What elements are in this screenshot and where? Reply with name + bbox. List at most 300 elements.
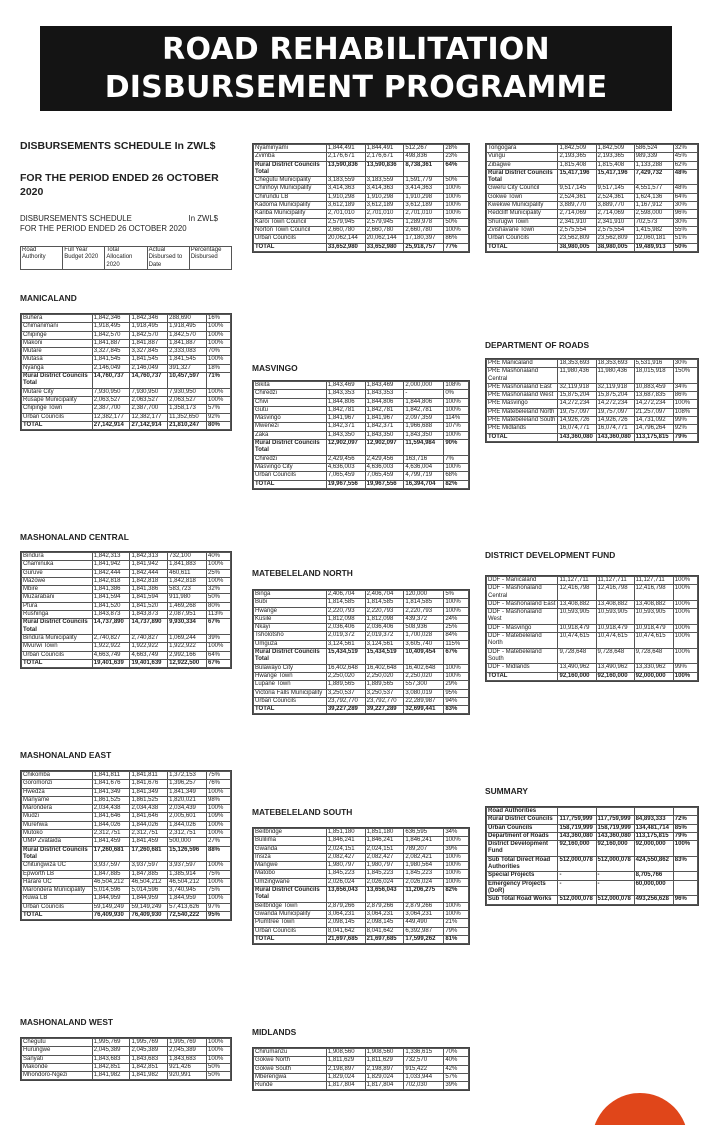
row-value: 28% <box>444 145 469 153</box>
row-label: TOTAL <box>254 243 327 251</box>
row-value: 1,812,098 <box>365 615 404 623</box>
row-value: 96% <box>673 210 697 218</box>
table-row <box>254 681 469 689</box>
row-value: 4,799,719 <box>404 472 444 480</box>
row-value: - <box>596 880 634 896</box>
row-value: 1,842,371 <box>326 423 365 431</box>
row-value: 512,267 <box>404 145 444 153</box>
row-value: 1,841,811 <box>130 772 168 780</box>
table-row <box>254 615 469 623</box>
row-value: 23,792,770 <box>326 697 365 705</box>
row-label: Tsholotsho <box>254 632 327 640</box>
table-row <box>254 1057 469 1065</box>
row-label: Norton Town Council <box>254 226 327 234</box>
row-value: 21,810,247 <box>168 421 207 429</box>
row-value: 100% <box>206 339 230 347</box>
row-label: Chegutu <box>22 1039 93 1047</box>
row-label: Kadoma Municipality <box>254 202 327 210</box>
row-value: 100% <box>444 870 469 878</box>
row-value: 1,845,223 <box>365 870 404 878</box>
row-label: Masvingo <box>254 415 327 423</box>
row-label: DDF - Mashonaland East <box>487 600 558 608</box>
midlands-cont-table <box>485 143 699 253</box>
table-row <box>254 382 469 390</box>
row-value: 3,124,561 <box>365 640 404 648</box>
row-label: Chegutu Municipality <box>254 177 327 185</box>
table-row <box>487 392 698 400</box>
row-value: 3,889,770 <box>558 202 596 210</box>
row-value: 1,841,594 <box>130 594 168 602</box>
row-value: 50% <box>206 594 230 602</box>
row-label: DDF - Matebeleland North <box>487 633 558 649</box>
row-value: 1,841,349 <box>130 788 168 796</box>
row-value: 82% <box>444 887 469 903</box>
row-value: 10,474,615 <box>596 633 634 649</box>
row-label: Zibagwe <box>487 161 558 169</box>
row-label: Marondera <box>22 805 93 813</box>
row-label: PRE Matebeleland South <box>487 417 558 425</box>
table-row <box>487 872 698 880</box>
row-value: 14,731,092 <box>634 417 673 425</box>
table-row <box>487 368 698 384</box>
table-row <box>487 577 698 585</box>
row-value: 86% <box>673 392 697 400</box>
row-value: 3,080,019 <box>404 689 444 697</box>
row-label: Bulilima <box>254 837 327 845</box>
row-value: 14,272,234 <box>596 400 634 408</box>
row-value: 1,861,525 <box>130 796 168 804</box>
row-value: 100% <box>444 226 469 234</box>
row-value: 83% <box>444 706 469 714</box>
row-value: 67% <box>206 659 230 667</box>
row-value: 3,414,363 <box>326 185 365 193</box>
row-value: 23,562,809 <box>558 235 596 243</box>
row-value: 9,728,648 <box>596 648 634 664</box>
row-label: TOTAL <box>254 935 327 943</box>
row-value: 3,414,363 <box>365 185 404 193</box>
row-value <box>596 808 634 816</box>
table-row <box>254 672 469 680</box>
row-label: TOTAL <box>487 672 558 680</box>
row-value: 39,227,289 <box>326 706 365 714</box>
row-value: 5% <box>444 591 469 599</box>
row-value: 1,918,495 <box>168 323 207 331</box>
row-value: 1,842,818 <box>130 577 168 585</box>
table-row <box>487 433 698 441</box>
row-value: 1,910,298 <box>326 193 365 201</box>
table-row <box>487 408 698 416</box>
row-label: Bindura <box>22 553 93 561</box>
row-value: 32% <box>206 586 230 594</box>
row-label: UMP Zvataida <box>22 838 93 846</box>
row-value: 14,760,737 <box>92 373 130 389</box>
row-value: 68% <box>444 472 469 480</box>
table-row <box>487 417 698 425</box>
row-value: 4,663,749 <box>130 651 168 659</box>
row-value: 1,844,959 <box>130 895 168 903</box>
row-value: 14,760,737 <box>130 373 168 389</box>
row-label: Kwekwe Municipality <box>487 202 558 210</box>
row-label: Umzingwane <box>254 878 327 886</box>
row-label: Zaka <box>254 431 327 439</box>
mash-east-title: MASHONALAND EAST <box>20 750 112 760</box>
row-value: 11,980,436 <box>596 368 634 384</box>
row-value: 113,175,815 <box>634 433 673 441</box>
row-value: 1,922,922 <box>168 643 207 651</box>
row-value: 17,180,397 <box>404 235 444 243</box>
row-value: 2,098,145 <box>365 919 404 927</box>
row-value: 57% <box>206 405 230 413</box>
table-row <box>254 902 469 910</box>
row-value: 2,034,438 <box>92 805 130 813</box>
row-value: 512,000,078 <box>596 896 634 904</box>
row-value: 100% <box>206 821 230 829</box>
row-value: 76% <box>206 780 230 788</box>
row-value: 1,846,241 <box>326 837 365 845</box>
row-value: 40% <box>206 553 230 561</box>
row-value: 29% <box>444 681 469 689</box>
row-value: 143,360,080 <box>596 433 634 441</box>
row-value: 10,457,597 <box>168 373 207 389</box>
row-value <box>673 872 697 880</box>
row-value: 100% <box>444 878 469 886</box>
row-value: 100% <box>206 577 230 585</box>
table-row <box>254 927 469 935</box>
row-value: 100% <box>444 463 469 471</box>
row-value: 3,889,770 <box>596 202 634 210</box>
row-value: 2,063,527 <box>168 396 207 404</box>
table-row <box>22 611 231 619</box>
row-value: - <box>404 390 444 398</box>
row-value: 34% <box>444 829 469 837</box>
row-value: 76,409,930 <box>92 912 130 920</box>
row-value: 1,843,350 <box>365 431 404 439</box>
table-row <box>22 1063 231 1071</box>
row-value: 71% <box>206 373 230 389</box>
table-row <box>254 640 469 648</box>
row-value: 3,937,597 <box>130 862 168 870</box>
row-value: 7,065,459 <box>326 472 365 480</box>
row-value: 789,207 <box>404 845 444 853</box>
row-label: Mbire <box>22 586 93 594</box>
row-label: District Development Fund <box>487 841 558 857</box>
row-label: Beitbridge <box>254 829 327 837</box>
row-value: 2,005,601 <box>168 813 207 821</box>
row-label: Goromonzi <box>22 780 93 788</box>
row-value: 2,579,945 <box>326 218 365 226</box>
row-label: Makonde <box>22 1063 93 1071</box>
table-row <box>254 398 469 406</box>
row-value: 1,829,024 <box>365 1073 404 1081</box>
row-value: 1,843,873 <box>130 611 168 619</box>
row-value: 109% <box>206 813 230 821</box>
row-value: 1,841,883 <box>168 561 207 569</box>
row-label: Matobo <box>254 870 327 878</box>
row-value: 46,504,212 <box>92 878 130 886</box>
table-row <box>22 405 231 413</box>
row-value: 1,842,444 <box>130 569 168 577</box>
row-value: 1,908,560 <box>365 1049 404 1057</box>
table-row <box>254 649 469 665</box>
row-label: Murehwa <box>22 821 93 829</box>
row-value: 75% <box>206 772 230 780</box>
table-row <box>254 878 469 886</box>
row-value: 1,817,804 <box>326 1082 365 1090</box>
row-value: 92,160,000 <box>596 672 634 680</box>
row-value: 1,842,313 <box>130 553 168 561</box>
table-row <box>22 862 231 870</box>
row-value: 2,579,945 <box>365 218 404 226</box>
table-row <box>22 348 231 356</box>
mash-central-title: MASHONALAND CENTRAL <box>20 532 129 542</box>
row-value: 1,842,346 <box>130 315 168 323</box>
row-value: 15,875,204 <box>558 392 596 400</box>
row-value: 1,910,298 <box>404 193 444 201</box>
row-value: 989,339 <box>634 153 673 161</box>
row-value: 92,160,000 <box>558 841 596 857</box>
row-value: 2,026,024 <box>365 878 404 886</box>
table-row <box>254 440 469 456</box>
row-value: 17,599,262 <box>404 935 444 943</box>
row-value: 11,127,711 <box>558 577 596 585</box>
row-value: 4,636,003 <box>326 463 365 471</box>
row-value: 5,014,596 <box>130 887 168 895</box>
schedule-subheading <box>20 214 240 234</box>
row-value: 27% <box>206 838 230 846</box>
row-value: 3,064,231 <box>365 910 404 918</box>
row-value: 67% <box>444 649 469 665</box>
row-label: PRE Manicaland <box>487 360 558 368</box>
row-value: 158,719,999 <box>596 824 634 832</box>
row-value: 920,991 <box>168 1072 207 1080</box>
row-label: PRE Mashonaland East <box>487 383 558 391</box>
row-value: 15,434,519 <box>365 649 404 665</box>
row-value: 158,719,999 <box>558 824 596 832</box>
row-value: 86% <box>444 235 469 243</box>
row-value: 100% <box>444 853 469 861</box>
row-value: 115% <box>444 640 469 648</box>
row-value: 21,697,685 <box>365 935 404 943</box>
row-value: 19,967,556 <box>326 480 365 488</box>
row-value: 39,227,289 <box>365 706 404 714</box>
row-value: 100% <box>673 633 697 649</box>
row-value: 62% <box>673 161 697 169</box>
row-label: Rusape Municipality <box>22 396 93 404</box>
row-label: PRE Mashonaland Central <box>487 368 558 384</box>
row-value: 1,980,564 <box>404 862 444 870</box>
mat-south-table <box>252 827 470 945</box>
table-row <box>487 145 698 153</box>
row-value: 2,524,361 <box>596 193 634 201</box>
row-value <box>558 808 596 816</box>
table-row <box>254 480 469 488</box>
row-value: 85% <box>673 824 697 832</box>
row-value: 10,593,905 <box>596 609 634 625</box>
row-value: 11,127,711 <box>634 577 673 585</box>
row-value: 2,193,365 <box>558 153 596 161</box>
row-value: 48% <box>673 169 697 185</box>
row-value: 14,272,234 <box>634 400 673 408</box>
row-label: Harare UC <box>22 878 93 886</box>
row-value: 2,000,000 <box>404 382 444 390</box>
row-value: 40% <box>444 1057 469 1065</box>
row-value: 1,842,818 <box>168 577 207 585</box>
row-value: 1,591,779 <box>404 177 444 185</box>
row-value: 7,065,459 <box>365 472 404 480</box>
row-value: 460,611 <box>168 569 207 577</box>
row-value: 21,697,685 <box>326 935 365 943</box>
row-value: 1,842,570 <box>130 331 168 339</box>
row-value: 3,612,189 <box>404 202 444 210</box>
row-value: 6,392,987 <box>404 927 444 935</box>
row-label: Runde <box>254 1082 327 1090</box>
row-value: 15,417,196 <box>596 169 634 185</box>
row-value: 3,605,740 <box>404 640 444 648</box>
row-value: 114% <box>444 415 469 423</box>
row-label: Mudzi <box>22 813 93 821</box>
row-value: 3,937,597 <box>168 862 207 870</box>
row-value: 3,414,363 <box>404 185 444 193</box>
row-value: 0% <box>444 390 469 398</box>
row-value: 2,429,456 <box>326 455 365 463</box>
row-value: 1,841,459 <box>130 838 168 846</box>
schedule-sub1: DISBURSEMENTS SCHEDULE <box>20 214 132 223</box>
row-value: 1,033,944 <box>404 1073 444 1081</box>
table-row <box>254 829 469 837</box>
row-value: 92,000,000 <box>634 841 673 857</box>
row-value: 100% <box>444 406 469 414</box>
row-label: Chipinge Town <box>22 405 93 413</box>
table-row <box>254 862 469 870</box>
row-value: 1,817,804 <box>365 1082 404 1090</box>
table-row <box>22 373 231 389</box>
row-value: 1,847,885 <box>92 870 130 878</box>
row-value: 15,875,204 <box>596 392 634 400</box>
row-value: 117,759,999 <box>558 816 596 824</box>
table-row <box>487 218 698 226</box>
row-label: PRE Mashonaland West <box>487 392 558 400</box>
row-value: 1,358,173 <box>168 405 207 413</box>
table-row <box>22 1055 231 1063</box>
table-row <box>254 145 469 153</box>
row-value: 3,064,231 <box>404 910 444 918</box>
row-value: 32,119,918 <box>596 383 634 391</box>
table-row <box>22 323 231 331</box>
row-value: 19,757,097 <box>558 408 596 416</box>
row-value: 3,612,189 <box>365 202 404 210</box>
row-value: 1,841,545 <box>92 356 130 364</box>
row-value: 2,879,266 <box>365 902 404 910</box>
row-label: Chiredzi <box>254 455 327 463</box>
row-value: 1,167,912 <box>634 202 673 210</box>
row-value: 1,844,026 <box>130 821 168 829</box>
row-value: 1,843,350 <box>404 431 444 439</box>
row-value: 13,590,836 <box>326 161 365 177</box>
schedule-sub2: FOR THE PERIOD ENDED 26 OCTOBER 2020 <box>20 224 187 233</box>
row-value: 46,504,212 <box>130 878 168 886</box>
row-value: 100% <box>206 830 230 838</box>
row-value: 9,930,334 <box>168 619 207 635</box>
row-value: 143,360,080 <box>558 433 596 441</box>
row-label: Rural District Councils Total <box>254 161 327 177</box>
table-row <box>254 935 469 943</box>
row-value: 2,575,554 <box>596 226 634 234</box>
row-label: Mutasa <box>22 356 93 364</box>
row-value: 2,220,793 <box>326 607 365 615</box>
row-value: 2,429,456 <box>365 455 404 463</box>
row-value: 98% <box>206 796 230 804</box>
row-value: 1,843,350 <box>326 431 365 439</box>
row-value: 1,841,982 <box>130 1072 168 1080</box>
table-row <box>254 1073 469 1081</box>
row-value: 100% <box>673 400 697 408</box>
row-value: 2,714,069 <box>596 210 634 218</box>
row-value: 10,474,615 <box>558 633 596 649</box>
row-label: Emergency Projects (DoR) <box>487 880 558 896</box>
table-row <box>22 561 231 569</box>
row-value: 19,967,556 <box>365 480 404 488</box>
row-value: 2,026,024 <box>326 878 365 886</box>
table-row <box>487 235 698 243</box>
row-value: 100% <box>444 599 469 607</box>
row-value: 8,738,361 <box>404 161 444 177</box>
row-label: Gwanda Municipality <box>254 910 327 918</box>
row-value: 4,663,749 <box>92 651 130 659</box>
row-value: 13,687,835 <box>634 392 673 400</box>
table-row <box>254 153 469 161</box>
row-value: 100% <box>444 607 469 615</box>
row-value: 3,183,559 <box>326 177 365 185</box>
row-value: 1,841,811 <box>92 772 130 780</box>
manicaland-title: MANICALAND <box>20 293 77 303</box>
row-value: 80% <box>206 421 230 429</box>
row-value: 3,327,845 <box>92 348 130 356</box>
row-value: 12,382,177 <box>92 413 130 421</box>
table-row <box>487 609 698 625</box>
row-value: 2,024,151 <box>326 845 365 853</box>
row-label: Kusile <box>254 615 327 623</box>
row-value: 92,160,000 <box>558 672 596 680</box>
row-value: 100% <box>206 805 230 813</box>
row-value: 143,360,080 <box>596 832 634 840</box>
row-value: 5,531,916 <box>634 360 673 368</box>
row-label: Urban Councils <box>254 235 327 243</box>
row-value: 1,820,021 <box>168 796 207 804</box>
col-percentage: Percentage Disbursed <box>189 247 231 270</box>
row-value: 2,406,704 <box>365 591 404 599</box>
table-row <box>487 202 698 210</box>
row-value: 1,133,288 <box>634 161 673 169</box>
row-value: 50% <box>673 243 697 251</box>
row-value: 10,409,454 <box>404 649 444 665</box>
table-row <box>22 1047 231 1055</box>
row-label: Sub Total Road Works <box>487 896 558 904</box>
table-row <box>22 651 231 659</box>
row-value: 1,995,769 <box>92 1039 130 1047</box>
row-value: 1,814,585 <box>326 599 365 607</box>
table-row <box>487 210 698 218</box>
table-row <box>22 846 231 862</box>
row-value: 4,636,004 <box>404 463 444 471</box>
row-value: - <box>596 872 634 880</box>
row-value: 2,312,751 <box>130 830 168 838</box>
row-value: 557,300 <box>404 681 444 689</box>
row-value: 1,842,371 <box>365 423 404 431</box>
row-value: 1,843,683 <box>168 1055 207 1063</box>
row-value: 39% <box>444 845 469 853</box>
row-value: 2,045,389 <box>130 1047 168 1055</box>
row-value: 1,841,967 <box>365 415 404 423</box>
